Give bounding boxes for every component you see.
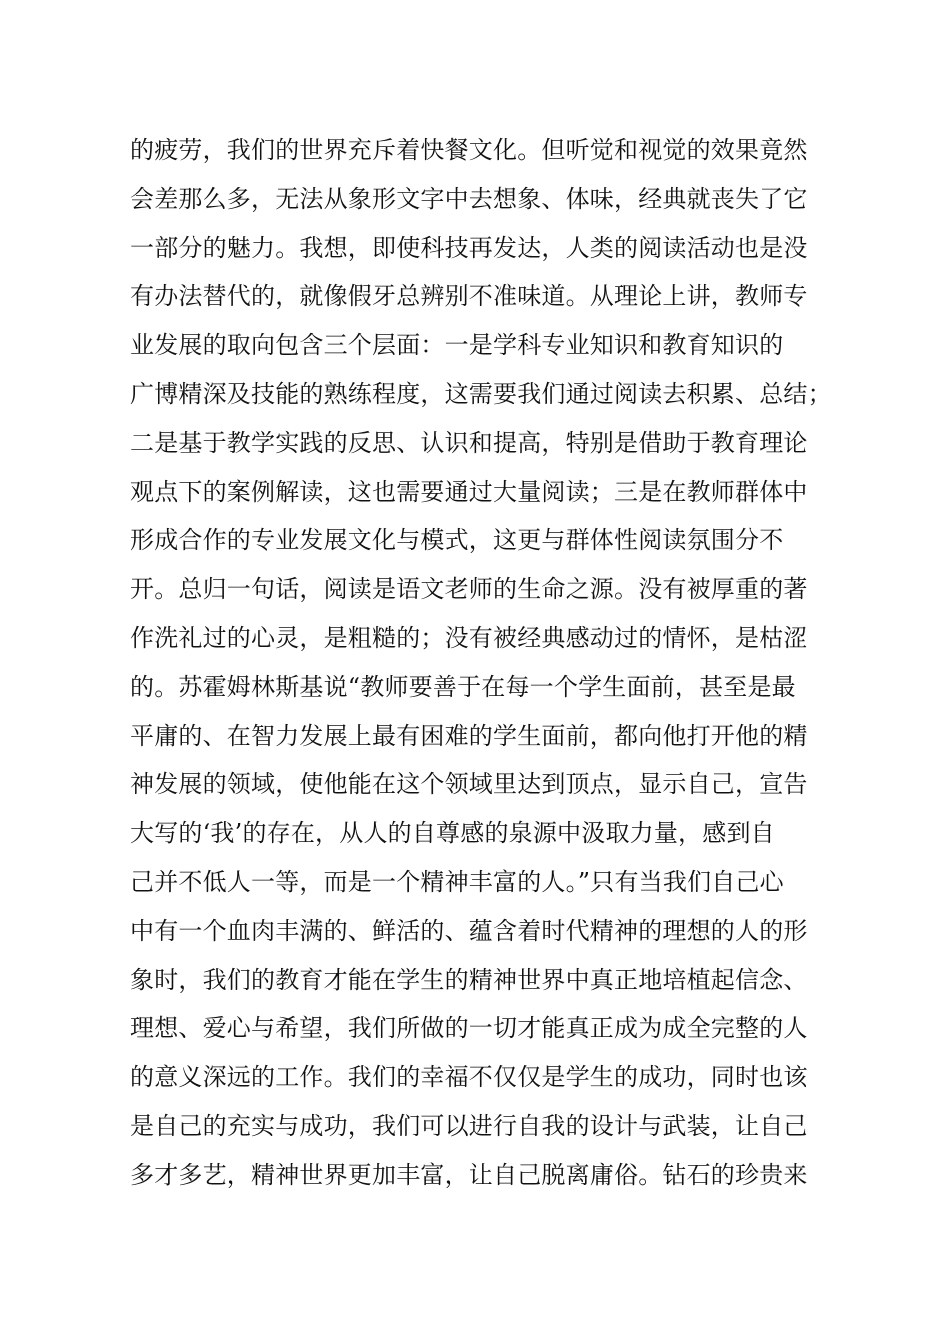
text-line: 一部分的魅力。我想，即使科技再发达，人类的阅读活动也是没 [130,233,808,262]
text-line: 的。苏霍姆林斯基说“教师要善于在每一个学生面前，甚至是最 [130,672,796,701]
text-line: 多才多艺，精神世界更加丰富，让自己脱离庸俗。钻石的珍贵来 [130,1160,808,1189]
text-line: 观点下的案例解读，这也需要通过大量阅读；三是在教师群体中 [130,477,808,506]
text-line: 有办法替代的，就像假牙总辨别不准味道。从理论上讲，教师专 [130,282,808,311]
text-line: 形成合作的专业发展文化与模式，这更与群体性阅读氛围分不 [130,526,784,555]
text-line: 理想、爱心与希望，我们所做的一切才能真正成为成全完整的人 [130,1014,808,1043]
text-line: 作洗礼过的心灵，是粗糙的；没有被经典感动过的情怀，是枯涩 [130,623,808,652]
text-line: 的意义深远的工作。我们的幸福不仅仅是学生的成功，同时也该 [130,1063,808,1092]
text-line: 二是基于教学实践的反思、认识和提高，特别是借助于教育理论 [130,428,808,457]
text-line: 的疲劳，我们的世界充斥着快餐文化。但听觉和视觉的效果竟然 [130,136,808,164]
text-line: 平庸的、在智力发展上最有困难的学生面前，都向他打开他的精 [130,721,808,750]
text-line: 会差那么多，无法从象形文字中去想象、体味，经典就丧失了它 [130,184,808,213]
body-paragraph [130,126,830,1200]
text-line: 中有一个血肉丰满的、鲜活的、蕴含着时代精神的理想的人的形 [130,916,808,945]
text-line: 神发展的领域，使他能在这个领域里达到顶点，显示自己，宣告 [130,770,808,799]
text-line: 业发展的取向包含三个层面：一是学科专业知识和教育知识的 [130,331,784,360]
text-line: 己并不低人一等，而是一个精神丰富的人。”只有当我们自己心 [130,867,784,896]
text-line: 广博精深及技能的熟练程度，这需要我们通过阅读去积累、总结； [130,379,832,408]
text-line: 开。总归一句话，阅读是语文老师的生命之源。没有被厚重的著 [130,575,808,604]
text-line: 大写的‘我’的存在，从人的自尊感的泉源中汲取力量，感到自 [130,819,775,848]
text-line: 象时，我们的教育才能在学生的精神世界中真正地培植起信念、 [130,965,808,994]
text-line: 是自己的充实与成功，我们可以进行自我的设计与武装，让自己 [130,1111,808,1140]
